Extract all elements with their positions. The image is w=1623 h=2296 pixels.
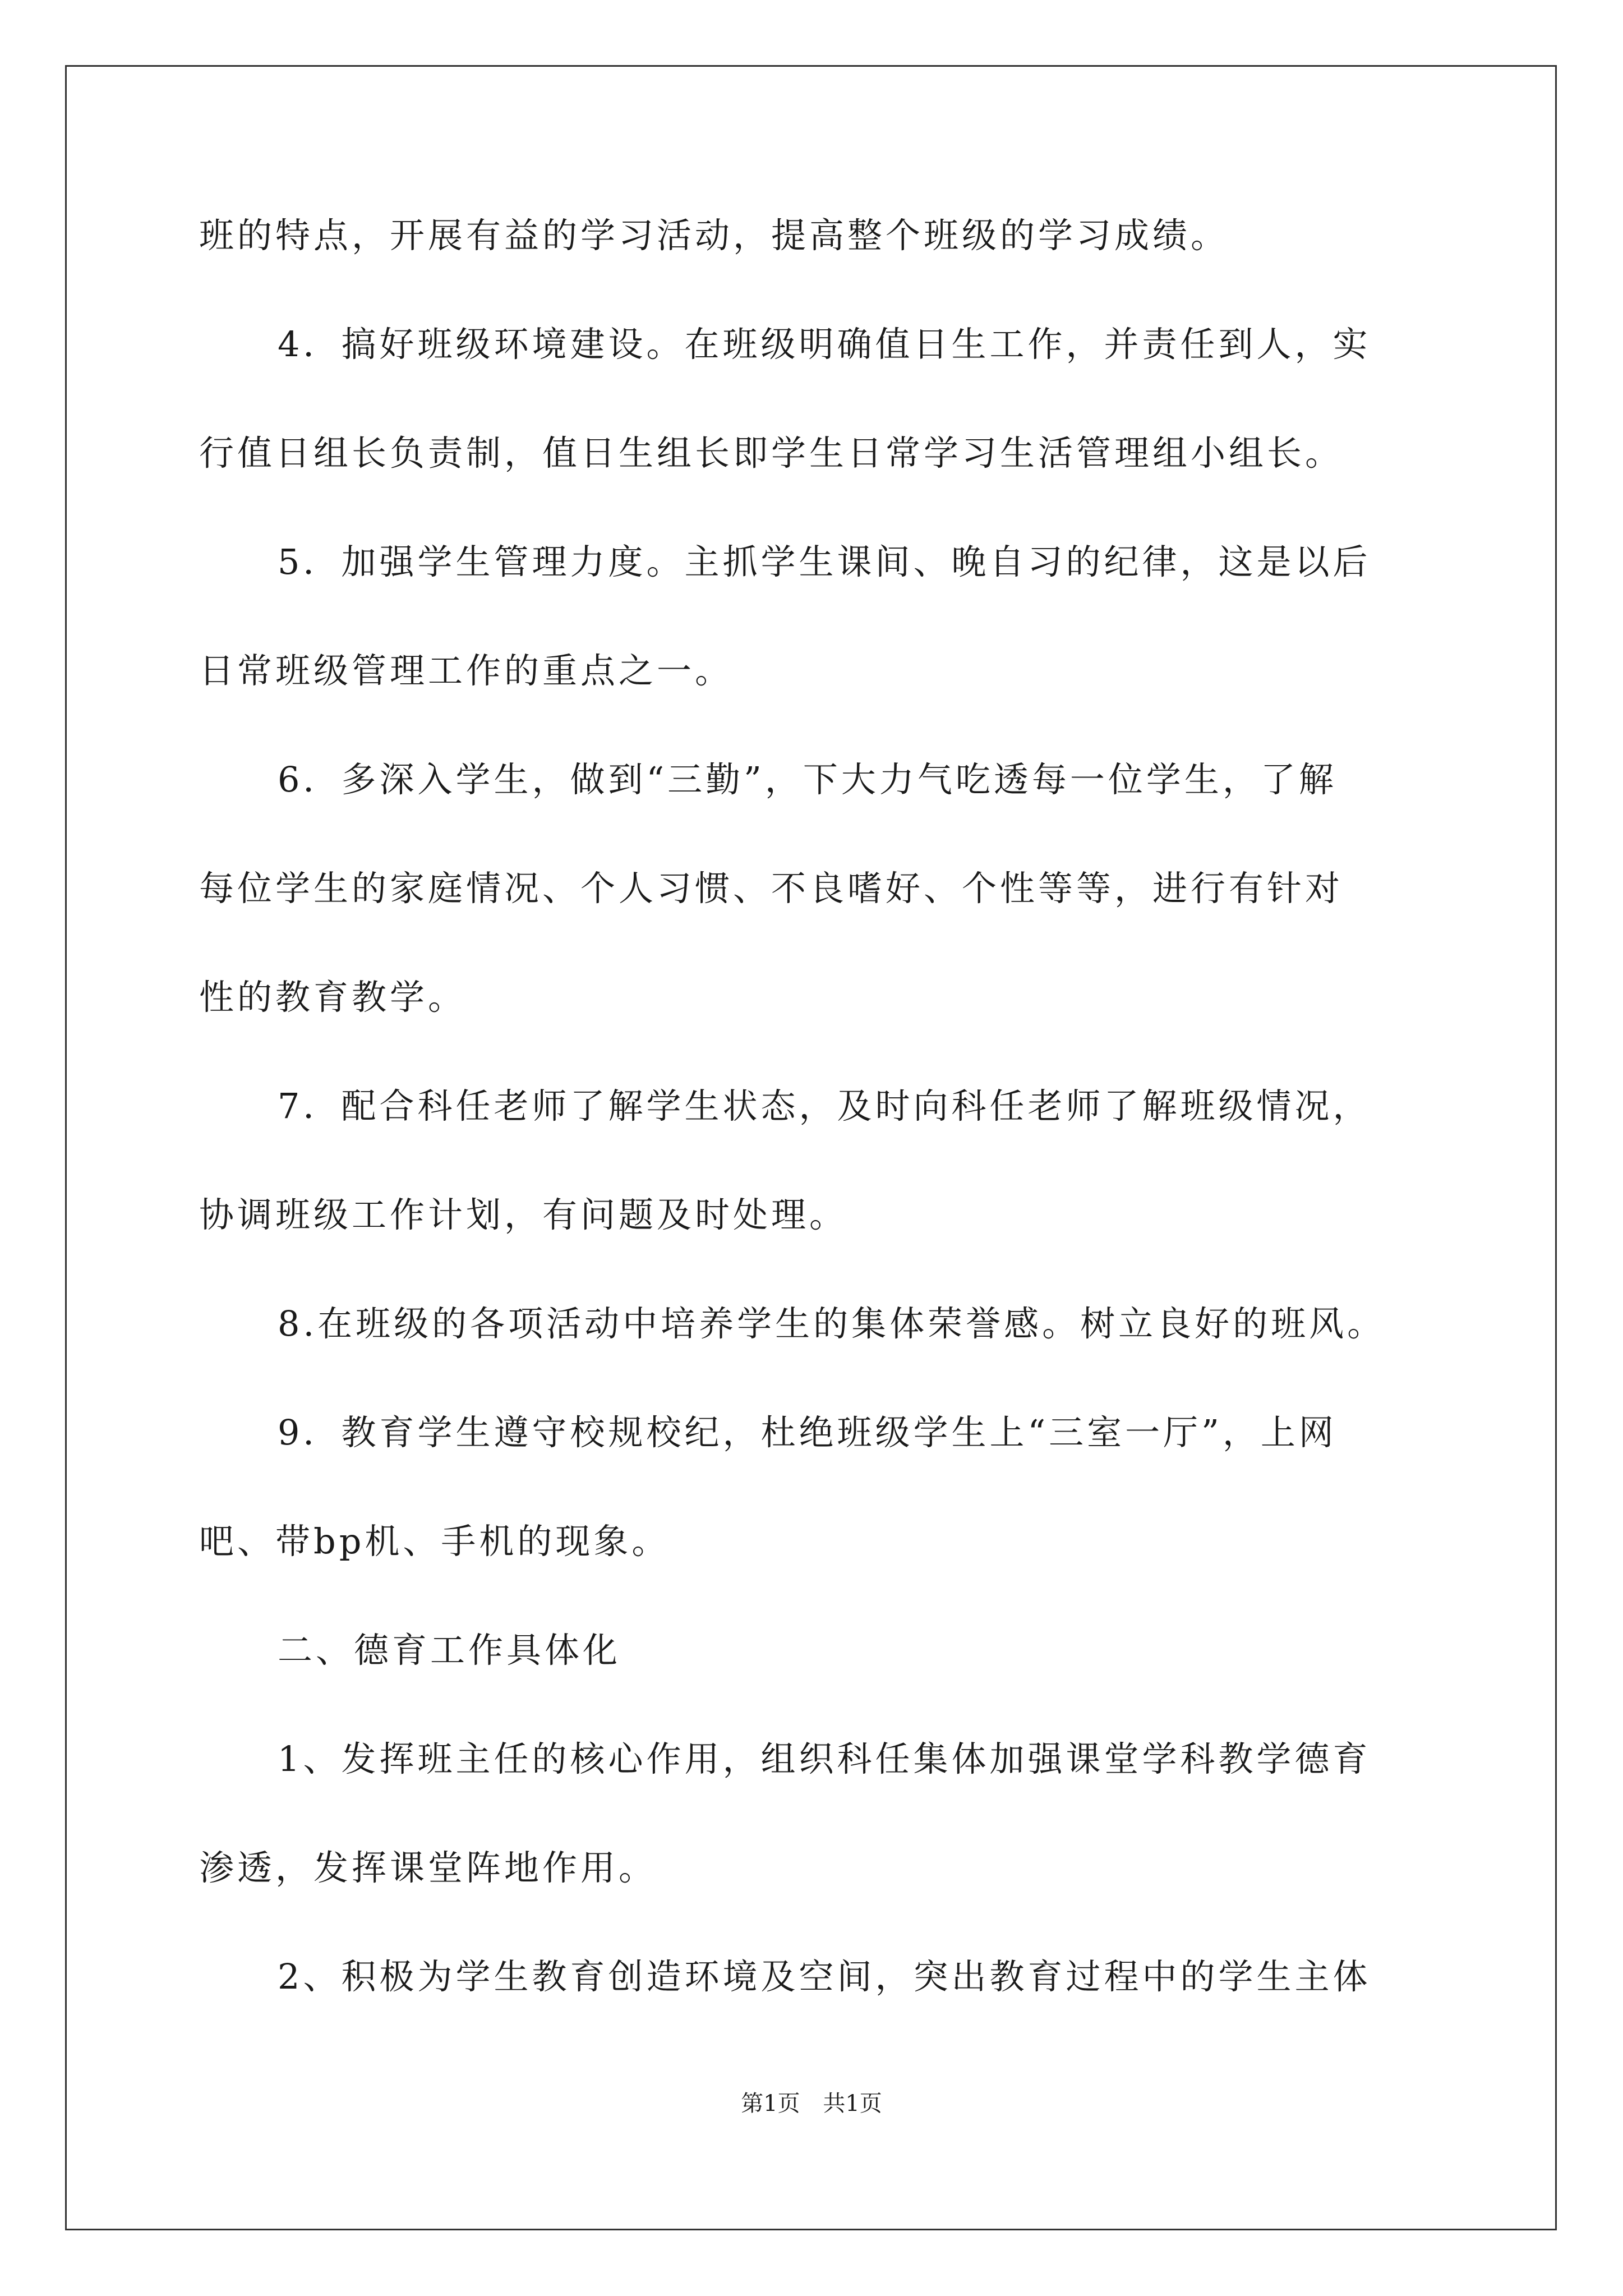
- text-line-1: 班的特点，开展有益的学习活动，提高整个班级的学习成绩。: [199, 215, 1229, 256]
- text-line-8: 性的教育教学。: [199, 977, 467, 1018]
- text-line-17: 2、积极为学生教育创造环境及空间，突出教育过程中的学生主体: [278, 1956, 1371, 1997]
- page-number: 第1页: [741, 2091, 800, 2116]
- text-line-11: 8.在班级的各项活动中培养学生的集体荣誉感。树立良好的班风。: [278, 1303, 1386, 1344]
- page-border: [65, 65, 1557, 2230]
- text-line-7: 每位学生的家庭情况、个人习惯、不良嗜好、个性等等，进行有针对: [199, 868, 1344, 909]
- page-total: 共1页: [823, 2091, 882, 2116]
- text-line-13: 吧、带bp机、手机的现象。: [199, 1521, 670, 1562]
- page-footer: [0, 2090, 1623, 2118]
- text-line-12: 9．教育学生遵守校规校纪，杜绝班级学生上“三室一厅”，上网: [278, 1412, 1337, 1453]
- section-heading: 二、德育工作具体化: [278, 1630, 621, 1671]
- text-line-6: 6．多深入学生，做到“三勤”，下大力气吃透每一位学生，了解: [278, 759, 1337, 800]
- text-line-10: 协调班级工作计划，有问题及时处理。: [199, 1194, 848, 1235]
- text-line-16: 渗透，发挥课堂阵地作用。: [199, 1847, 657, 1888]
- text-line-9: 7．配合科任老师了解学生状态，及时向科任老师了解班级情况，: [278, 1085, 1371, 1126]
- text-line-3: 行值日组长负责制，值日生组长即学生日常学习生活管理组小组长。: [199, 432, 1344, 473]
- text-line-2: 4．搞好班级环境建设。在班级明确值日生工作，并责任到人，实: [278, 324, 1371, 365]
- text-line-4: 5．加强学生管理力度。主抓学生课间、晚自习的纪律，这是以后: [278, 541, 1371, 582]
- text-line-5: 日常班级管理工作的重点之一。: [199, 650, 734, 691]
- text-line-15: 1、发挥班主任的核心作用，组织科任集体加强课堂学科教学德育: [278, 1738, 1371, 1779]
